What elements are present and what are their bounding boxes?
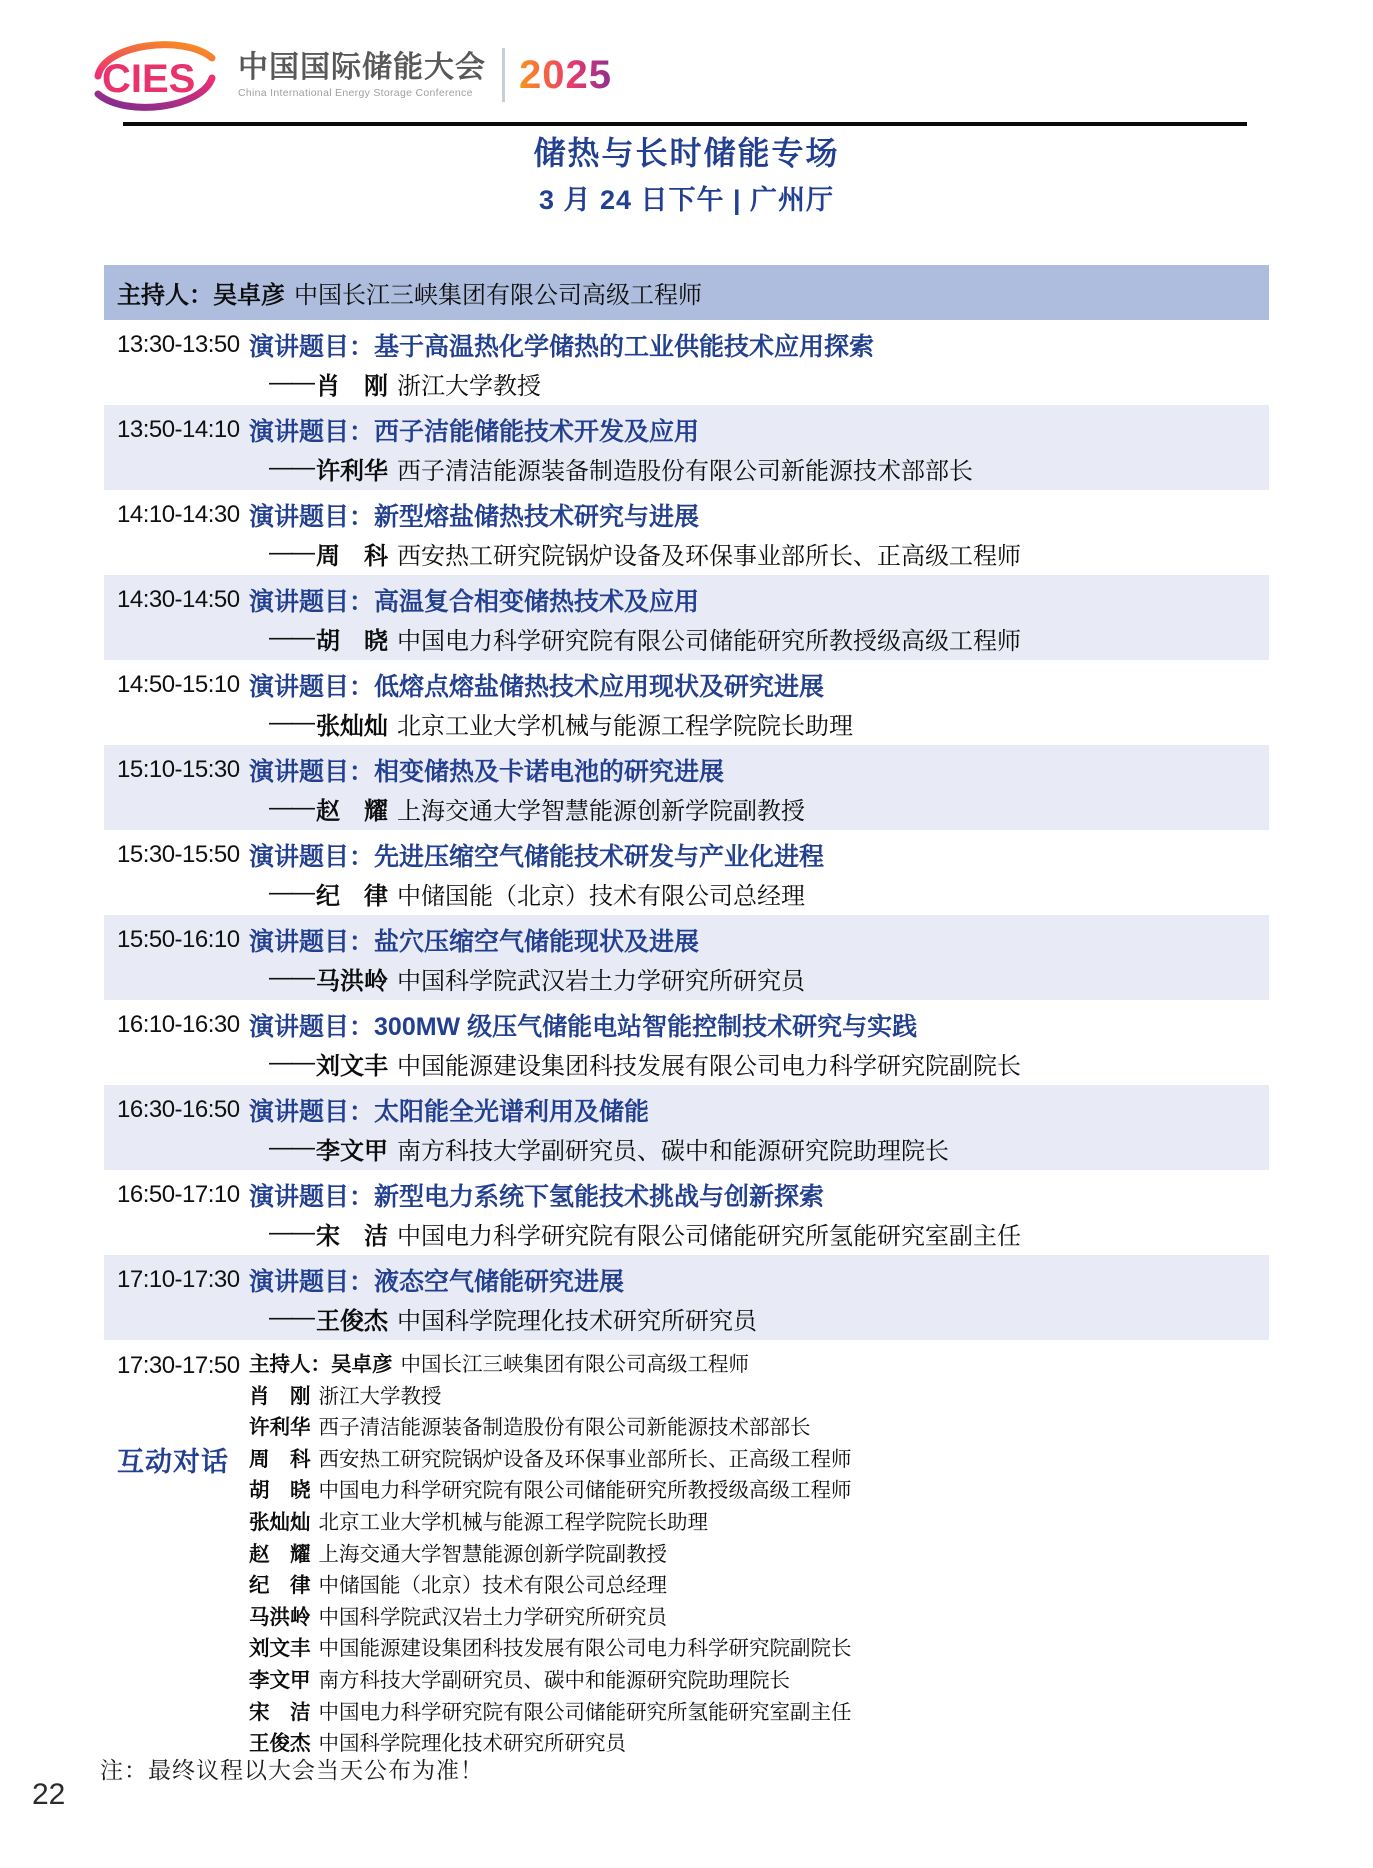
participant-affiliation: 浙江大学教授 xyxy=(318,1384,442,1408)
schedule-row xyxy=(104,320,1269,405)
participant-name: 马洪岭 xyxy=(249,1605,311,1629)
speaker-name: 刘文丰 xyxy=(316,1052,388,1080)
schedule-row-speaker-line xyxy=(117,450,1269,486)
schedule-row-speaker-line xyxy=(117,705,1269,741)
session-time: 14:50-15:10 xyxy=(117,671,240,698)
dialogue-participant xyxy=(249,1697,1269,1729)
session-datetime-venue: 3 月 24 日下午 | 广州厅 xyxy=(538,185,835,215)
schedule-row xyxy=(104,575,1269,660)
participant-name: 宋 洁 xyxy=(249,1700,311,1724)
speaker-affiliation: 中国电力科学研究院有限公司储能研究所氢能研究室副主任 xyxy=(397,1222,1021,1250)
speaker-dash: —— xyxy=(269,624,313,651)
speaker-affiliation: 南方科技大学副研究员、碳中和能源研究院助理院长 xyxy=(397,1137,949,1165)
host-bar xyxy=(104,265,1269,320)
dialogue-session xyxy=(104,1340,1269,1758)
participant-affiliation: 中国电力科学研究院有限公司储能研究所氢能研究室副主任 xyxy=(318,1700,852,1724)
session-time: 16:30-16:50 xyxy=(117,1096,240,1123)
host-affiliation: 中国长江三峡集团有限公司高级工程师 xyxy=(294,282,702,309)
session-topic xyxy=(249,582,699,618)
topic-prefix: 演讲题目： xyxy=(249,1183,375,1211)
schedule-row-speaker-line xyxy=(117,365,1269,401)
speaker-dash: —— xyxy=(269,454,313,481)
topic-text: 300MW 级压气储能电站智能控制技术研究与实践 xyxy=(374,1013,918,1041)
topic-text: 低熔点熔盐储热技术应用现状及研究进展 xyxy=(374,673,825,701)
topic-prefix: 演讲题目： xyxy=(249,673,375,701)
session-topic xyxy=(249,1092,649,1128)
session-topic xyxy=(249,837,824,873)
schedule-row xyxy=(104,1085,1269,1170)
agenda-table xyxy=(104,265,1269,1758)
session-time: 13:50-14:10 xyxy=(117,416,240,443)
topic-prefix: 演讲题目： xyxy=(249,588,375,616)
conference-logo xyxy=(86,34,612,116)
speaker-dash: —— xyxy=(269,964,313,991)
speaker-affiliation: 中储国能（北京）技术有限公司总经理 xyxy=(397,882,805,910)
speaker-affiliation: 西子清洁能源装备制造股份有限公司新能源技术部部长 xyxy=(397,457,973,485)
logo-divider xyxy=(502,48,505,102)
session-topic xyxy=(249,922,699,958)
participant-name: 许利华 xyxy=(249,1416,311,1440)
logo-year: 2025 xyxy=(519,52,612,97)
schedule-row-speaker-line xyxy=(117,875,1269,911)
speaker-name: 宋 洁 xyxy=(316,1222,388,1250)
session-topic xyxy=(249,1007,917,1043)
schedule-row-topic-line xyxy=(117,835,1269,875)
schedule-row xyxy=(104,1170,1269,1255)
schedule-row-speaker-line xyxy=(117,790,1269,826)
topic-text: 相变储热及卡诺电池的研究进展 xyxy=(374,758,725,786)
dialogue-participant xyxy=(249,1633,1269,1665)
participant-affiliation: 北京工业大学机械与能源工程学院院长助理 xyxy=(318,1510,708,1534)
schedule-row-speaker-line xyxy=(117,620,1269,656)
speaker-name: 肖 刚 xyxy=(316,372,388,400)
speaker-affiliation: 上海交通大学智慧能源创新学院副教授 xyxy=(397,797,805,825)
session-topic xyxy=(249,412,699,448)
session-time: 15:10-15:30 xyxy=(117,756,240,783)
speaker-name: 周 科 xyxy=(316,542,388,570)
schedule-row-topic-line xyxy=(117,1260,1269,1300)
participant-affiliation: 中国电力科学研究院有限公司储能研究所教授级高级工程师 xyxy=(318,1479,852,1503)
schedule-row-speaker-line xyxy=(117,1130,1269,1166)
session-time: 17:10-17:30 xyxy=(117,1266,240,1293)
participant-name: 肖 刚 xyxy=(249,1384,311,1408)
logo-name-en: China International Energy Storage Conference xyxy=(238,87,473,99)
schedule-row-topic-line xyxy=(117,665,1269,705)
participant-affiliation: 南方科技大学副研究员、碳中和能源研究院助理院长 xyxy=(318,1668,790,1692)
speaker-dash: —— xyxy=(269,709,313,736)
session-time: 14:10-14:30 xyxy=(117,501,240,528)
session-time: 13:30-13:50 xyxy=(117,331,240,358)
participant-affiliation: 西子清洁能源装备制造股份有限公司新能源技术部部长 xyxy=(318,1416,811,1440)
footer-note: 注：最终议程以大会当天公布为准！ xyxy=(100,1757,484,1783)
speaker-dash: —— xyxy=(269,1134,313,1161)
speaker-name: 赵 耀 xyxy=(316,797,388,825)
cies-logo-icon xyxy=(86,34,224,116)
schedule-row xyxy=(104,745,1269,830)
speaker-dash: —— xyxy=(269,539,313,566)
schedule-row-speaker-line xyxy=(117,535,1269,571)
session-topic xyxy=(249,1262,624,1298)
schedule-row-speaker-line xyxy=(117,960,1269,996)
topic-prefix: 演讲题目： xyxy=(249,418,375,446)
participant-name: 赵 耀 xyxy=(249,1542,311,1566)
dialogue-participant xyxy=(249,1539,1269,1571)
schedule-row xyxy=(104,490,1269,575)
participant-name: 李文甲 xyxy=(249,1668,311,1692)
schedule-row-topic-line xyxy=(117,1175,1269,1215)
schedule-row-topic-line xyxy=(117,410,1269,450)
page-header xyxy=(104,132,1269,218)
topic-prefix: 演讲题目： xyxy=(249,333,375,361)
topic-prefix: 演讲题目： xyxy=(249,503,375,531)
dialogue-participant xyxy=(249,1381,1269,1413)
speaker-affiliation: 浙江大学教授 xyxy=(397,372,541,400)
page-number: 22 xyxy=(32,1778,66,1811)
speaker-affiliation: 中国科学院武汉岩土力学研究所研究员 xyxy=(397,967,805,995)
schedule-row xyxy=(104,915,1269,1000)
topic-text: 先进压缩空气储能技术研发与产业化进程 xyxy=(374,843,825,871)
speaker-dash: —— xyxy=(269,1049,313,1076)
participant-affiliation: 中国科学院武汉岩土力学研究所研究员 xyxy=(318,1605,667,1629)
dialogue-participant-list xyxy=(249,1349,1269,1760)
schedule-row xyxy=(104,405,1269,490)
topic-text: 新型熔盐储热技术研究与进展 xyxy=(374,503,700,531)
session-topic xyxy=(249,497,699,533)
session-topic xyxy=(249,752,724,788)
session-time: 16:10-16:30 xyxy=(117,1011,240,1038)
speaker-affiliation: 西安热工研究院锅炉设备及环保事业部所长、正高级工程师 xyxy=(397,542,1021,570)
session-time: 15:50-16:10 xyxy=(117,926,240,953)
logo-name xyxy=(238,51,486,99)
topic-prefix: 演讲题目： xyxy=(249,1098,375,1126)
schedule-rows xyxy=(104,320,1269,1340)
schedule-row-topic-line xyxy=(117,580,1269,620)
topic-prefix: 演讲题目： xyxy=(249,843,375,871)
participant-name: 王俊杰 xyxy=(249,1732,311,1756)
schedule-row xyxy=(104,1000,1269,1085)
logo-name-cn: 中国国际储能大会 xyxy=(238,51,486,84)
schedule-row-topic-line xyxy=(117,325,1269,365)
schedule-row xyxy=(104,830,1269,915)
session-topic xyxy=(249,327,874,363)
speaker-affiliation: 中国电力科学研究院有限公司储能研究所教授级高级工程师 xyxy=(397,627,1021,655)
speaker-dash: —— xyxy=(269,879,313,906)
dialogue-participant xyxy=(249,1507,1269,1539)
session-topic xyxy=(249,1177,824,1213)
speaker-name: 许利华 xyxy=(316,457,388,485)
schedule-row xyxy=(104,1255,1269,1340)
topic-prefix: 演讲题目： xyxy=(249,928,375,956)
dialogue-participant xyxy=(249,1349,1269,1381)
topic-text: 太阳能全光谱利用及储能 xyxy=(374,1098,650,1126)
dialogue-participant xyxy=(249,1444,1269,1476)
topic-text: 基于高温热化学储热的工业供能技术应用探索 xyxy=(374,333,875,361)
participant-name: 周 科 xyxy=(249,1447,311,1471)
topic-text: 高温复合相变储热技术及应用 xyxy=(374,588,700,616)
participant-name: 刘文丰 xyxy=(249,1637,311,1661)
topic-prefix: 演讲题目： xyxy=(249,1013,375,1041)
session-time: 15:30-15:50 xyxy=(117,841,240,868)
participant-affiliation: 中国长江三峡集团有限公司高级工程师 xyxy=(400,1353,749,1376)
schedule-row-topic-line xyxy=(117,1005,1269,1045)
participant-affiliation: 西安热工研究院锅炉设备及环保事业部所长、正高级工程师 xyxy=(318,1447,852,1471)
speaker-name: 胡 晓 xyxy=(316,627,388,655)
participant-affiliation: 中国能源建设集团科技发展有限公司电力科学研究院副院长 xyxy=(318,1637,852,1661)
speaker-affiliation: 北京工业大学机械与能源工程学院院长助理 xyxy=(397,712,853,740)
schedule-row-topic-line xyxy=(117,495,1269,535)
session-topic xyxy=(249,667,824,703)
speaker-name: 纪 律 xyxy=(316,882,388,910)
topic-text: 西子洁能储能技术开发及应用 xyxy=(374,418,700,446)
speaker-name: 张灿灿 xyxy=(316,712,388,740)
topic-text: 盐穴压缩空气储能现状及进展 xyxy=(374,928,700,956)
dialogue-participant xyxy=(249,1602,1269,1634)
speaker-dash: —— xyxy=(269,1304,313,1331)
session-time: 16:50-17:10 xyxy=(117,1181,240,1208)
session-title: 储热与长时储能专场 xyxy=(533,135,840,171)
topic-prefix: 演讲题目： xyxy=(249,758,375,786)
session-time: 14:30-14:50 xyxy=(117,586,240,613)
schedule-row xyxy=(104,660,1269,745)
speaker-name: 马洪岭 xyxy=(316,967,388,995)
speaker-name: 李文甲 xyxy=(316,1137,388,1165)
header-rule xyxy=(123,122,1247,126)
participant-affiliation: 中国科学院理化技术研究所研究员 xyxy=(318,1732,626,1756)
speaker-dash: —— xyxy=(269,1219,313,1246)
schedule-row-speaker-line xyxy=(117,1300,1269,1336)
participant-name: 胡 晓 xyxy=(249,1479,311,1503)
dialogue-participant xyxy=(249,1412,1269,1444)
speaker-dash: —— xyxy=(269,369,313,396)
topic-text: 液态空气储能研究进展 xyxy=(374,1268,625,1296)
schedule-row-topic-line xyxy=(117,750,1269,790)
participant-name: 张灿灿 xyxy=(249,1510,311,1534)
schedule-row-topic-line xyxy=(117,920,1269,960)
schedule-row-speaker-line xyxy=(117,1045,1269,1081)
host-label: 主持人：吴卓彦 xyxy=(117,282,285,309)
schedule-row-topic-line xyxy=(117,1090,1269,1130)
participant-affiliation: 上海交通大学智慧能源创新学院副教授 xyxy=(318,1542,667,1566)
dialogue-participant xyxy=(249,1475,1269,1507)
participant-name: 主持人：吴卓彦 xyxy=(249,1353,393,1376)
participant-affiliation: 中储国能（北京）技术有限公司总经理 xyxy=(318,1574,667,1598)
speaker-affiliation: 中国科学院理化技术研究所研究员 xyxy=(397,1307,757,1335)
speaker-affiliation: 中国能源建设集团科技发展有限公司电力科学研究院副院长 xyxy=(397,1052,1021,1080)
topic-text: 新型电力系统下氢能技术挑战与创新探索 xyxy=(374,1183,825,1211)
cies-logo-text: CIES xyxy=(102,57,196,101)
dialogue-participant xyxy=(249,1570,1269,1602)
speaker-dash: —— xyxy=(269,794,313,821)
speaker-name: 王俊杰 xyxy=(316,1307,388,1335)
participant-name: 纪 律 xyxy=(249,1574,311,1598)
schedule-row-speaker-line xyxy=(117,1215,1269,1251)
dialogue-time: 17:30-17:50 xyxy=(117,1352,240,1379)
topic-prefix: 演讲题目： xyxy=(249,1268,375,1296)
dialogue-label: 互动对话 xyxy=(117,1447,229,1477)
dialogue-participant xyxy=(249,1665,1269,1697)
